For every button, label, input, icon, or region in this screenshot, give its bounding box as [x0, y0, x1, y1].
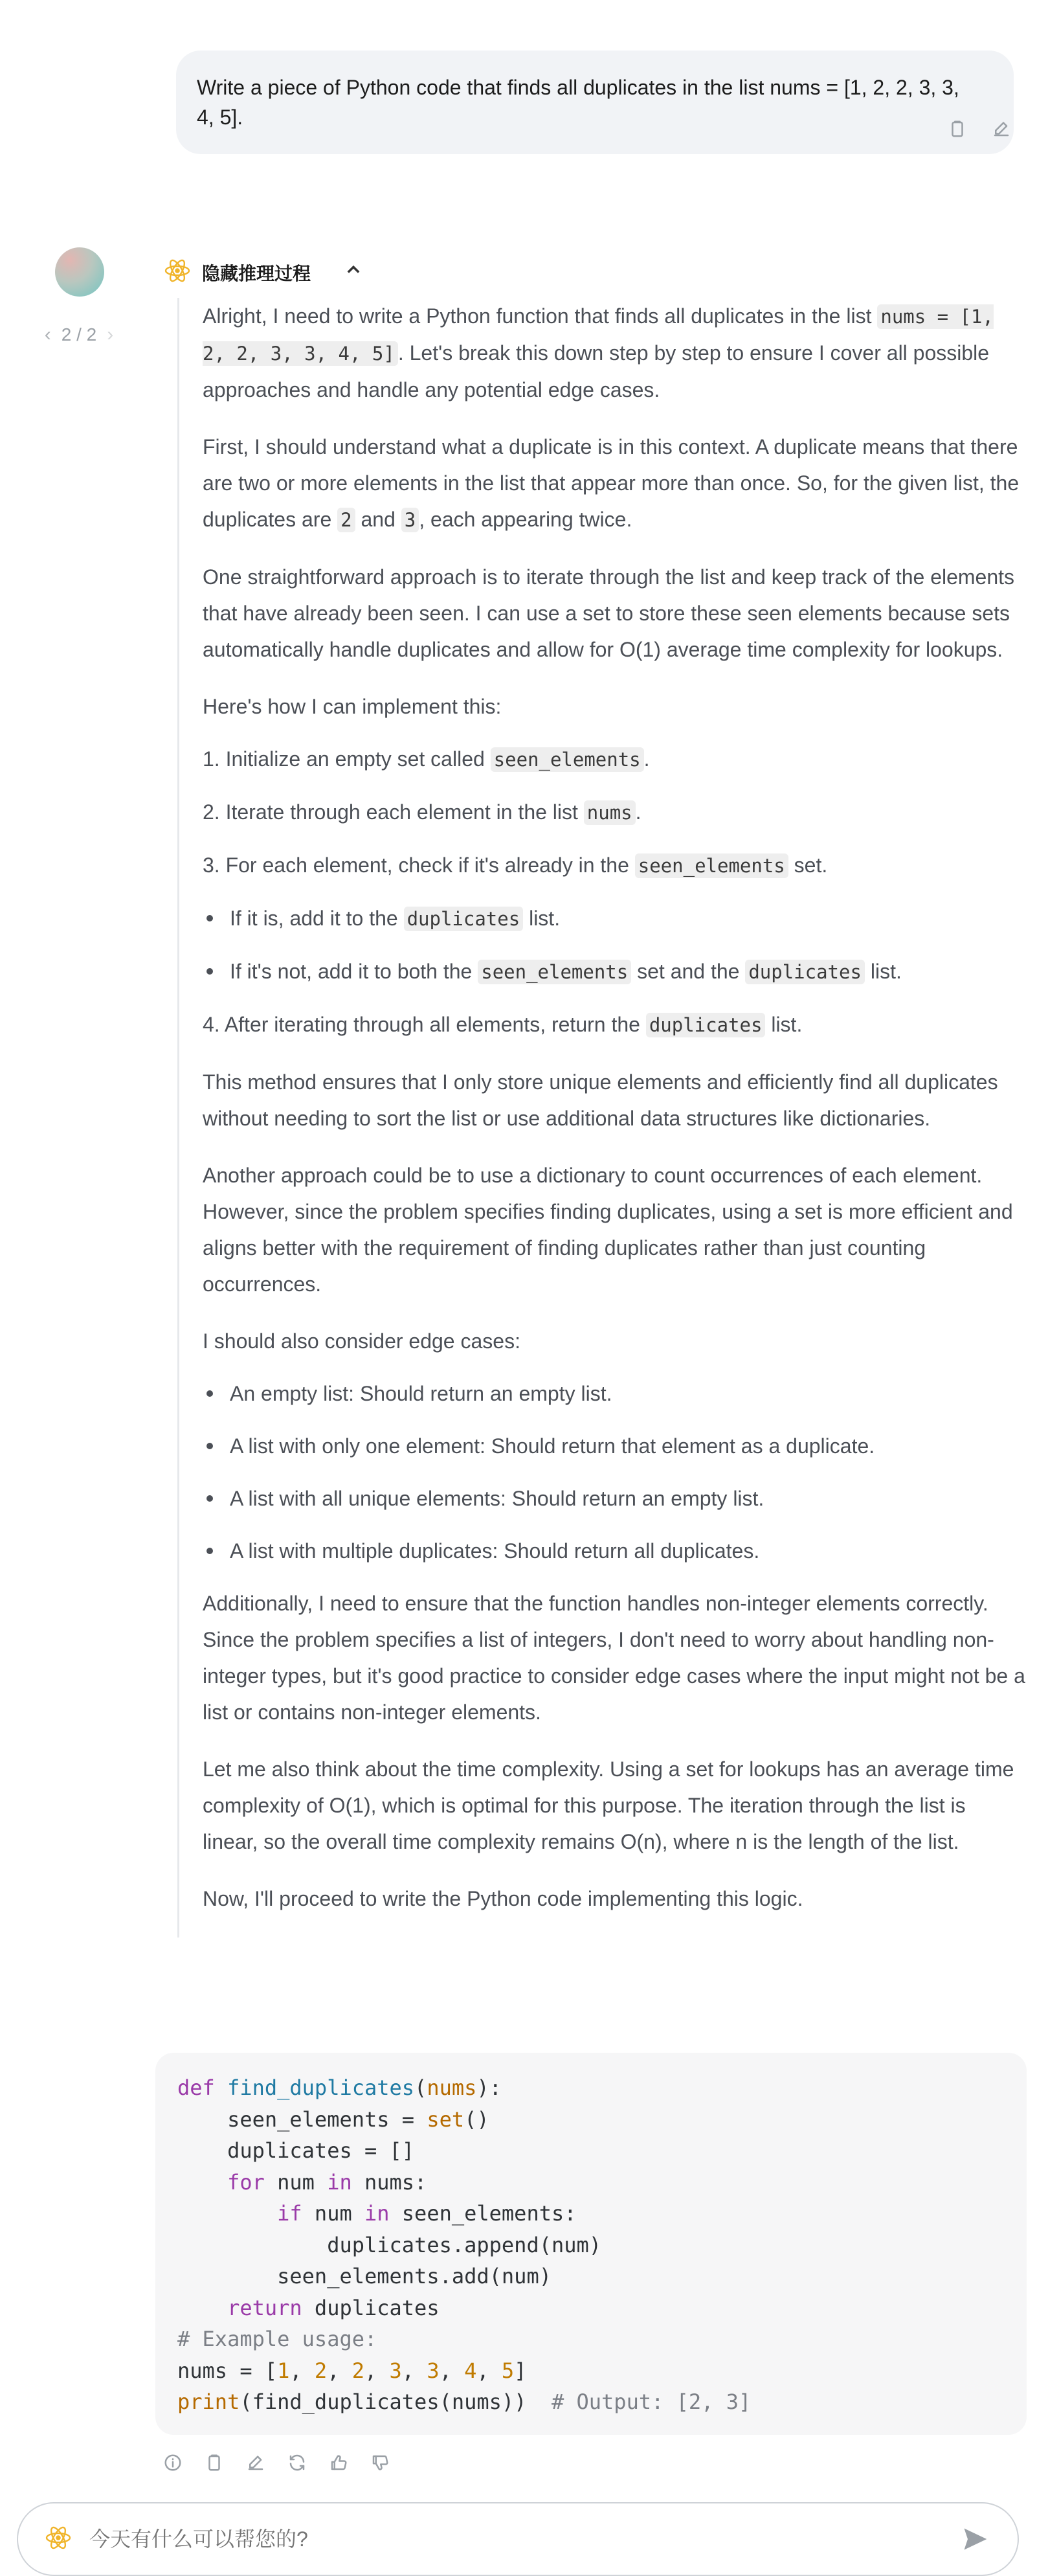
reasoning-toggle[interactable] [163, 256, 362, 288]
inline-code: 2 [337, 508, 355, 532]
pager-next-button[interactable]: › [107, 324, 114, 345]
edge-case-list [203, 1375, 1025, 1569]
reasoning-paragraph: Additionally, I need to ensure that the function handles non-integer elements correctly. Since the problem specifies a list of integers, I don't need to worry about handling non-integer types, but it's good practice to consider edge cases where the input might not be a list or contains non-integer elements. [203, 1592, 1025, 1724]
pager-prev-button[interactable]: ‹ [44, 324, 51, 345]
reasoning-step: 3. For each element, check if it's already in the seen_elements set. [203, 853, 828, 877]
reasoning-paragraph: One straightforward approach is to iterate through the list and keep track of the elements that have already been seen. I can use a set to store these seen elements because sets automatically handle duplicates and allow for O(1) average time complexity for lookups. [203, 565, 1015, 661]
copy-icon[interactable] [946, 118, 968, 140]
reasoning-paragraph: I should also consider edge cases: [203, 1329, 520, 1353]
inline-code: 3 [401, 508, 419, 532]
edit-icon[interactable] [990, 118, 1012, 140]
reasoning-content [177, 298, 1025, 1938]
user-message [176, 51, 1014, 154]
atom-icon [44, 2524, 72, 2555]
pager-label: 2 / 2 [61, 324, 97, 345]
atom-icon [163, 256, 192, 288]
reasoning-paragraph: Let me also think about the time complexity. Using a set for lookups has an average time complexity of O(1), which is optimal for this purpose. The iteration through the list is linear, so the overall time complexity remains O(n), where n is the length of the list. [203, 1757, 1014, 1853]
reasoning-paragraph: First, I should understand what a duplicate is in this context. A duplicate means that there are two or more elements in the list that appear more than once. So, for the given list, the duplicates are 2 and 3 , each appearing twice. [203, 435, 1020, 531]
code-block[interactable] [155, 2053, 1027, 2435]
regenerate-icon[interactable] [286, 2452, 308, 2474]
inline-code: seen_elements [491, 747, 644, 772]
reasoning-label: 隐藏推理过程 [202, 263, 311, 284]
list-item: An empty list: Should return an empty list. [203, 1375, 1025, 1412]
reasoning-bullets [203, 900, 1025, 990]
reasoning-step: 2. Iterate through each element in the list nums . [203, 800, 641, 824]
reasoning-paragraph: Now, I'll proceed to write the Python code implementing this logic. [203, 1887, 803, 1910]
inline-code: nums [584, 800, 636, 825]
list-item: If it is, add it to the duplicates list. [203, 900, 1025, 937]
response-pager [34, 324, 124, 346]
assistant-message-actions [162, 2452, 391, 2474]
inline-code: nums = [1, 2, 2, 3, 3, 4, 5] [203, 306, 994, 365]
send-icon [961, 2525, 989, 2553]
code-content: def find_duplicates(nums): seen_elements = set() duplicates = [] for num in nums: if num in seen_elements: duplicates.append(num) seen_elements.add(num) return duplicates # Example usage: nums = [1, 2, 2, 3, 3, 4, 5] print(find_duplicates(nums)) # Output: [2, 3] [177, 2075, 752, 2414]
inline-code: seen_elements [635, 853, 788, 878]
reasoning-paragraph: Here's how I can implement this: [203, 695, 502, 718]
list-item: A list with all unique elements: Should return an empty list. [203, 1480, 1025, 1517]
assistant-avatar [55, 247, 104, 297]
inline-code: duplicates [745, 960, 865, 984]
thumbs-down-icon[interactable] [369, 2452, 391, 2474]
chevron-up-icon[interactable] [344, 261, 362, 284]
user-message-bubble: Write a piece of Python code that finds all duplicates in the list nums = [1, 2, 2, 3, 3, 4, 5]. [176, 51, 1014, 154]
copy-icon[interactable] [203, 2452, 225, 2474]
reasoning-step: 1. Initialize an empty set called seen_elements . [203, 747, 650, 771]
inline-code: seen_elements [478, 960, 631, 984]
edit-icon[interactable] [245, 2452, 267, 2474]
list-item: A list with multiple duplicates: Should return all duplicates. [203, 1533, 1025, 1569]
user-message-actions [946, 118, 1012, 140]
info-icon[interactable] [162, 2452, 184, 2474]
thumbs-up-icon[interactable] [328, 2452, 350, 2474]
chat-input[interactable] [89, 2527, 958, 2551]
send-button[interactable] [958, 2522, 992, 2556]
list-item: If it's not, add it to both the seen_elements set and the duplicates list. [203, 953, 1025, 990]
inline-code: duplicates [404, 907, 524, 931]
reasoning-paragraph: Alright, I need to write a Python function that finds all duplicates in the list nums = [1, 2, 2, 3, 3, 4, 5] . Let's break this down step by step to ensure I cover all possible approaches and handle any potential edge cases. [203, 304, 994, 401]
list-item: A list with only one element: Should return that element as a duplicate. [203, 1428, 1025, 1464]
inline-code: duplicates [646, 1013, 766, 1037]
reasoning-paragraph: Another approach could be to use a dictionary to count occurrences of each element. However, since the problem specifies finding duplicates, using a set is more efficient and aligns better with the requirement of finding duplicates rather than just counting occurrences. [203, 1164, 1013, 1296]
reasoning-step: 4. After iterating through all elements, return the duplicates list. [203, 1013, 803, 1036]
reasoning-paragraph: This method ensures that I only store unique elements and efficiently find all duplicates without needing to sort the list or use additional data structures like dictionaries. [203, 1070, 998, 1130]
chat-composer [17, 2502, 1019, 2576]
